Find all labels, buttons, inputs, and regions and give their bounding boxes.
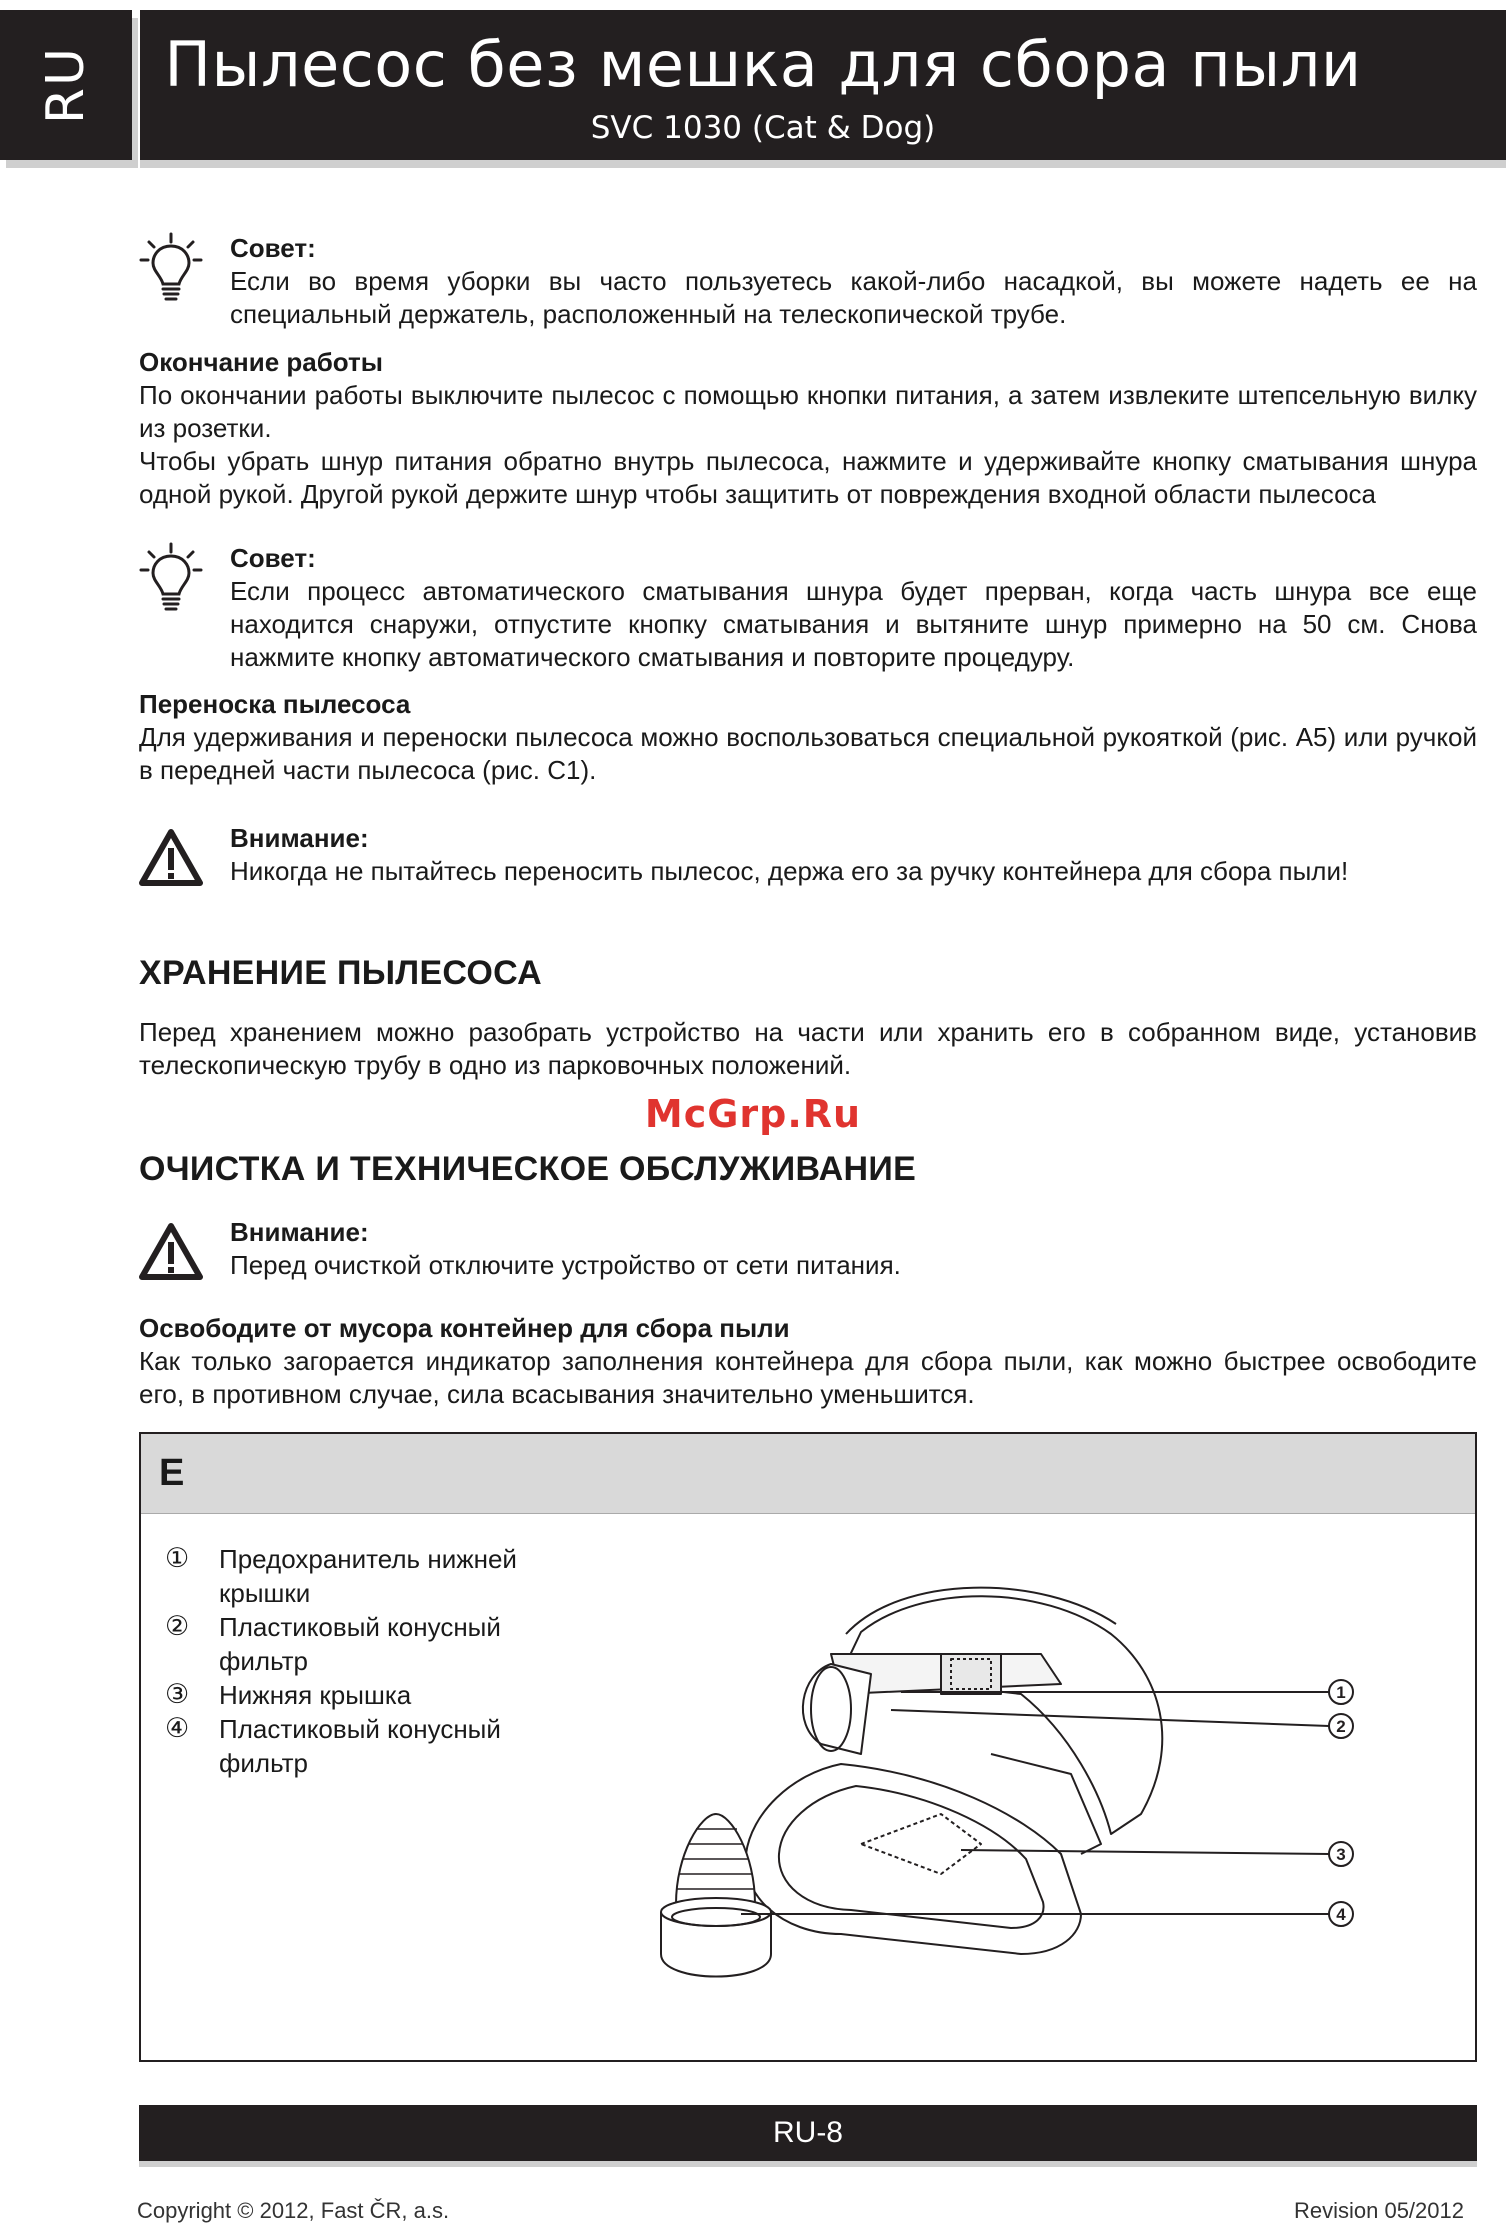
carry-section — [139, 688, 1477, 787]
watermark: McGrp.Ru — [644, 1092, 862, 1136]
paragraph: Чтобы убрать шнур питания обратно внутрь пылесоса, нажмите и удерживайте кнопку сматывания шнура одной рукой. Другой рукой держите шнур чтобы защитить от повреждения входной области пылесоса — [139, 446, 1477, 509]
warning-icon — [139, 826, 203, 896]
tip-block-1 — [139, 232, 1477, 331]
copyright: Copyright © 2012, Fast ČR, a.s. — [137, 2198, 450, 2223]
legend-number: ④ — [165, 1713, 190, 1744]
paragraph: По окончании работы выключите пылесос с помощью кнопки питания, а затем извлеките штепсельную вилку из розетки. — [139, 380, 1477, 443]
callout-2: 2 — [1336, 1717, 1346, 1736]
section-heading: Окончание работы — [139, 347, 383, 377]
legend-text: Пластиковый конусный фильтр — [219, 1612, 501, 1676]
paragraph: Как только загорается индикатор заполнения контейнера для сбора пыли, как можно быстрее освободите его, в противном случае, сила всасывания значительно уменьшится. — [139, 1346, 1477, 1409]
callout-4: 4 — [1336, 1905, 1346, 1924]
tip-text: Если процесс автоматического сматывания шнура будет прерван, когда часть шнура все еще находится снаружи, отпустите кнопку сматывания и вытяните шнур примерно на 50 см. Снова нажмите кнопку автоматического сматывания и повторите процедуру. — [230, 576, 1477, 672]
warning-text: Перед очисткой отключите устройство от сети питания. — [230, 1250, 901, 1280]
legend-number: ① — [165, 1543, 190, 1574]
legend-number: ② — [165, 1611, 190, 1642]
warning-text: Никогда не пытайтесь переносить пылесос, держа его за ручку контейнера для сбора пыли! — [230, 856, 1349, 886]
lightbulb-icon — [139, 232, 203, 302]
legend-text: Нижняя крышка — [219, 1680, 412, 1710]
finish-section — [139, 346, 1477, 511]
storage-text: Перед хранением можно разобрать устройство на части или хранить его в собранном виде, установив телескопическую трубу в одно из парковочных положений. — [139, 1017, 1477, 1080]
callout-3: 3 — [1336, 1845, 1346, 1864]
storage-heading: ХРАНЕНИЕ ПЫЛЕСОСА — [139, 954, 543, 992]
page-number: RU-8 — [772, 2116, 843, 2149]
vacuum-container-illustration — [141, 1514, 1475, 2062]
legend-number: ③ — [165, 1679, 190, 1710]
tip-block-2 — [139, 542, 1477, 674]
paragraph: Для удерживания и переноски пылесоса можно воспользоваться специальной рукояткой (рис. A5) или ручкой в передней части пылесоса (рис. C1). — [139, 722, 1477, 785]
warning-block-2 — [139, 1216, 1477, 1282]
language-code: RU — [36, 45, 96, 125]
section-heading: Переноска пылесоса — [139, 689, 411, 719]
page-number-bar — [139, 2105, 1477, 2161]
page-subtitle: SVC 1030 (Cat & Dog) — [590, 110, 936, 146]
revision: Revision 05/2012 — [1293, 2198, 1464, 2223]
header-bar — [140, 10, 1506, 160]
warning-block-1 — [139, 822, 1477, 888]
cleaning-heading: ОЧИСТКА И ТЕХНИЧЕСКОЕ ОБСЛУЖИВАНИЕ — [139, 1150, 917, 1188]
tip-text: Если во время уборки вы часто пользуетесь какой-либо насадкой, вы можете надеть ее на специальный держатель, расположенный на телескопической трубе. — [230, 266, 1477, 329]
tip-title: Совет: — [230, 233, 316, 263]
empty-section — [139, 1312, 1477, 1411]
legend-text: Предохранитель нижней крышки — [219, 1544, 517, 1608]
callout-1: 1 — [1336, 1683, 1346, 1702]
language-tab — [0, 10, 132, 160]
figure-header — [141, 1434, 1475, 1514]
page-title: Пылесос без мешка для сбора пыли — [164, 28, 1362, 101]
warning-title: Внимание: — [230, 1217, 369, 1247]
warning-title: Внимание: — [230, 823, 369, 853]
figure-label: E — [159, 1452, 185, 1494]
tip-title: Совет: — [230, 543, 316, 573]
legend-text: Пластиковый конусный фильтр — [219, 1714, 501, 1778]
figure-e — [139, 1432, 1477, 2062]
warning-icon — [139, 1220, 203, 1290]
lightbulb-icon — [139, 542, 203, 612]
section-heading: Освободите от мусора контейнер для сбора пыли — [139, 1313, 790, 1343]
